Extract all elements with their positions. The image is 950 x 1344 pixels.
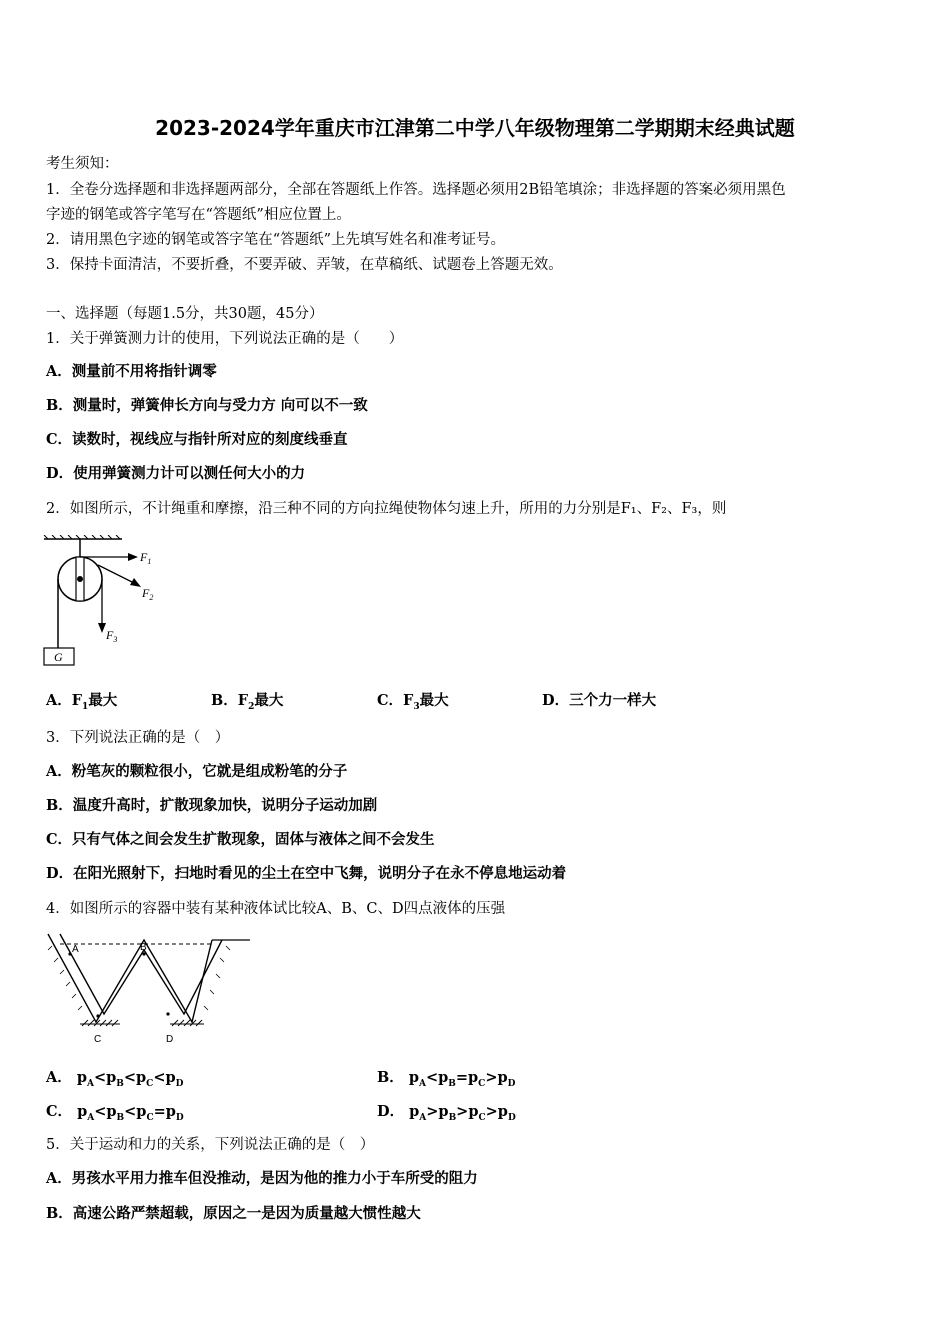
notice-item: 字迹的钢笔或答字笔写在“答题纸”相应位置上。 — [46, 207, 351, 223]
label-f2-sub: 2 — [149, 593, 154, 602]
question-4-option-c: C． $p_A<p_B<p_C=p_D$ — [46, 1103, 184, 1123]
svg-text:F3 — [105, 628, 117, 644]
question-4-stem: 4．如图所示的容器中装有某种液体试比较A、B、C、D四点液体的压强 — [46, 901, 506, 917]
question-4-option-a: A． $p_A<p_B<p_C<p_D$ — [46, 1069, 184, 1089]
question-1-option-d: D．使用弹簧测力计可以测任何大小的力 — [46, 465, 306, 482]
label-f3: F — [106, 628, 114, 642]
question-2-option-d: D．三个力一样大 — [542, 692, 657, 709]
notice-item: 2．请用黑色字迹的钢笔或答字笔在“答题纸”上先填写姓名和准考证号。 — [46, 232, 506, 248]
question-1-option-b: B．测量时，弹簧伸长方向与受力方 向可以不一致 — [46, 397, 368, 414]
label-f1: F — [140, 550, 148, 564]
question-5-stem: 5．关于运动和力的关系，下列说法正确的是（ ） — [46, 1137, 375, 1153]
question-3-stem: 3．下列说法正确的是（ ） — [46, 730, 230, 746]
notice-item: 1．全卷分选择题和非选择题两部分，全部在答题纸上作答。选择题必须用2B铅笔填涂；非选择题的答案必须用黑色 — [46, 182, 786, 198]
question-5-option-a: A．男孩水平用力推车但没推动，是因为他的推力小于车所受的阻力 — [46, 1170, 478, 1187]
label-g: G — [54, 650, 63, 664]
pulley-figure — [42, 535, 172, 670]
point-c-label: C — [94, 1034, 102, 1045]
label-f3-sub: 3 — [113, 635, 118, 644]
question-4-option-b: B． $p_A<p_B=p_C>p_D$ — [377, 1069, 516, 1089]
question-3-option-c: C．只有气体之间会发生扩散现象，固体与液体之间不会发生 — [46, 831, 435, 848]
label-f2: F — [142, 586, 150, 600]
question-1-option-c: C．读数时，视线应与指针所对应的刻度线垂直 — [46, 431, 348, 448]
question-3-option-d: D．在阳光照射下，扫地时看见的尘土在空中飞舞，说明分子在永不停息地运动着 — [46, 865, 567, 882]
question-2-option-b: B．$F_2$最大 — [211, 692, 284, 712]
question-2-stem: 2．如图所示，不计绳重和摩擦，沿三种不同的方向拉绳使物体匀速上升，所用的力分别是F₁、F₂、F₃，则 — [46, 501, 727, 517]
svg-text:F1 — [139, 550, 151, 566]
notice-item: 3．保持卡面清洁，不要折叠，不要弄破、弄皱，在草稿纸、试题卷上答题无效。 — [46, 257, 563, 273]
point-d-label: D — [166, 1034, 174, 1045]
section-heading: 一、选择题（每题1.5分，共30题，45分） — [46, 306, 324, 322]
question-2-option-c: C．$F_3$最大 — [377, 692, 449, 712]
notice-heading: 考生须知： — [46, 156, 119, 172]
point-b-label: B — [140, 942, 147, 953]
label-f1-sub: 1 — [147, 557, 152, 566]
question-2-option-a: A．$F_1$最大 — [46, 692, 118, 712]
question-5-option-b: B．高速公路严禁超载，原因之一是因为质量越大惯性越大 — [46, 1205, 421, 1222]
question-4-option-d: D． $p_A>p_B>p_C>p_D$ — [377, 1103, 516, 1123]
question-3-option-a: A．粉笔灰的颗粒很小，它就是组成粉笔的分子 — [46, 763, 348, 780]
question-3-option-b: B．温度升高时，扩散现象加快，说明分子运动加剧 — [46, 797, 378, 814]
svg-text:F2 — [141, 586, 153, 602]
question-1-option-a: A．测量前不用将指针调零 — [46, 363, 217, 380]
question-1-stem: 1．关于弹簧测力计的使用，下列说法正确的是（ ） — [46, 331, 404, 347]
point-a-label: A — [72, 944, 79, 955]
container-figure — [44, 930, 252, 1048]
page-title: 2023-2024学年重庆市江津第二中学八年级物理第二学期期末经典试题 — [155, 116, 795, 140]
